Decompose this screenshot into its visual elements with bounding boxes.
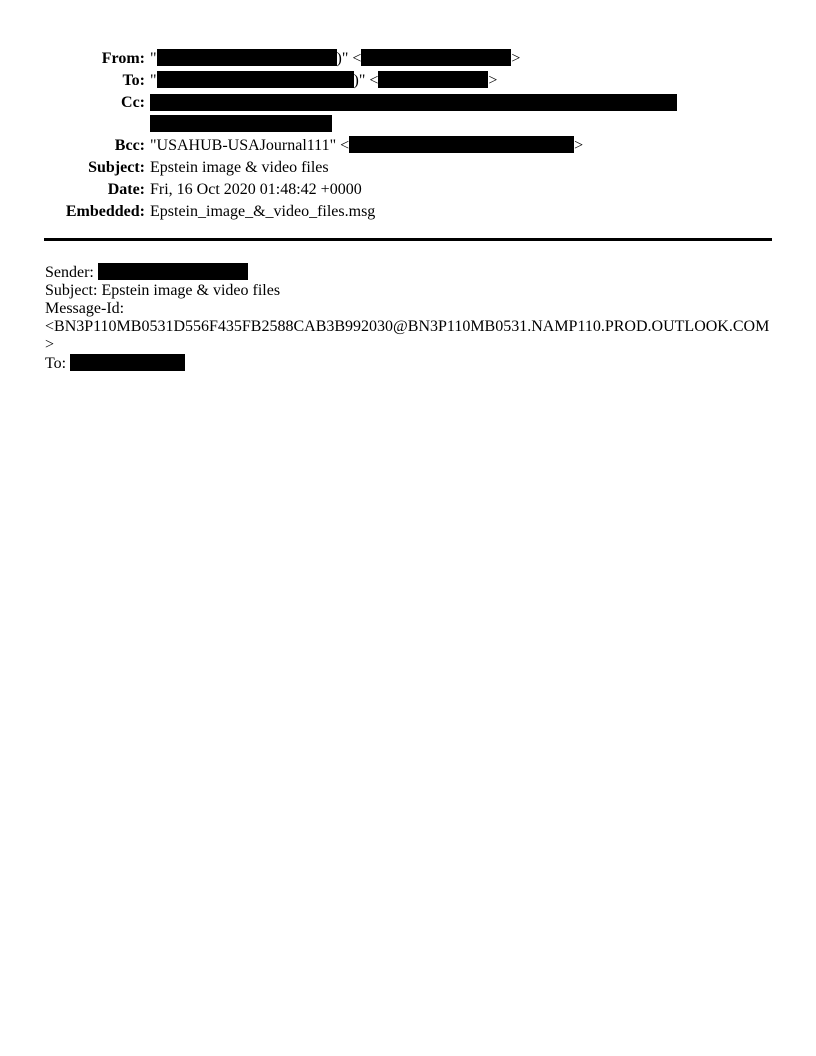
header-row-subject xyxy=(0,157,816,179)
header-row-cc xyxy=(0,92,816,135)
angle-open: < xyxy=(369,72,379,89)
bcc-value xyxy=(150,135,583,157)
redaction-box xyxy=(361,49,511,66)
embedded-label: Embedded: xyxy=(65,203,145,220)
angle-open: < xyxy=(352,50,362,67)
message-id-label-line: Message-Id: xyxy=(45,300,125,317)
from-value xyxy=(150,48,520,70)
sender-line xyxy=(45,263,785,282)
angle-close: > xyxy=(488,72,498,89)
header-row-bcc xyxy=(0,135,816,157)
redaction-box xyxy=(349,136,574,153)
paren-quote-close: )" xyxy=(353,72,366,89)
to-line xyxy=(45,354,785,373)
bcc-label: Bcc: xyxy=(114,137,145,154)
divider-rule xyxy=(44,238,772,241)
bcc-display-name: "USAHUB-USAJournal111" xyxy=(150,137,337,154)
header-row-to xyxy=(0,70,816,92)
redaction-box xyxy=(157,71,354,88)
message-details xyxy=(45,263,785,373)
embedded-value: Epstein_image_&_video_files.msg xyxy=(150,203,376,220)
email-header xyxy=(0,0,816,223)
header-row-embedded xyxy=(0,201,816,223)
quote-open: " xyxy=(150,72,157,89)
message-id-close-line: > xyxy=(45,336,55,353)
quote-open: " xyxy=(150,50,157,67)
subject-value: Epstein image & video files xyxy=(150,159,329,176)
subject-label: Subject: xyxy=(88,159,145,176)
angle-close: > xyxy=(574,137,584,154)
redaction-box xyxy=(378,71,488,88)
date-value: Fri, 16 Oct 2020 01:48:42 +0000 xyxy=(150,181,362,198)
angle-close: > xyxy=(511,50,521,67)
redaction-box xyxy=(150,115,332,132)
redaction-box xyxy=(150,94,677,111)
to-value xyxy=(150,70,497,92)
cc-value xyxy=(150,92,677,135)
redaction-box xyxy=(70,354,185,371)
header-row-from xyxy=(0,48,816,70)
header-row-date xyxy=(0,179,816,201)
from-label: From: xyxy=(101,50,145,67)
redaction-box xyxy=(98,263,248,280)
redaction-box xyxy=(157,49,337,66)
date-label: Date: xyxy=(107,181,145,198)
to-label: To: xyxy=(122,72,145,89)
message-id-value-line: <BN3P110MB0531D556F435FB2588CAB3B992030@BN3P110MB0531.NAMP110.PROD.OUTLOOK.COM xyxy=(45,318,770,335)
subject-line: Subject: Epstein image & video files xyxy=(45,282,281,299)
paren-quote-close: )" xyxy=(336,50,349,67)
cc-label: Cc: xyxy=(121,94,145,111)
angle-open: < xyxy=(340,137,350,154)
to-label: To: xyxy=(45,355,67,372)
sender-label: Sender: xyxy=(45,264,94,281)
